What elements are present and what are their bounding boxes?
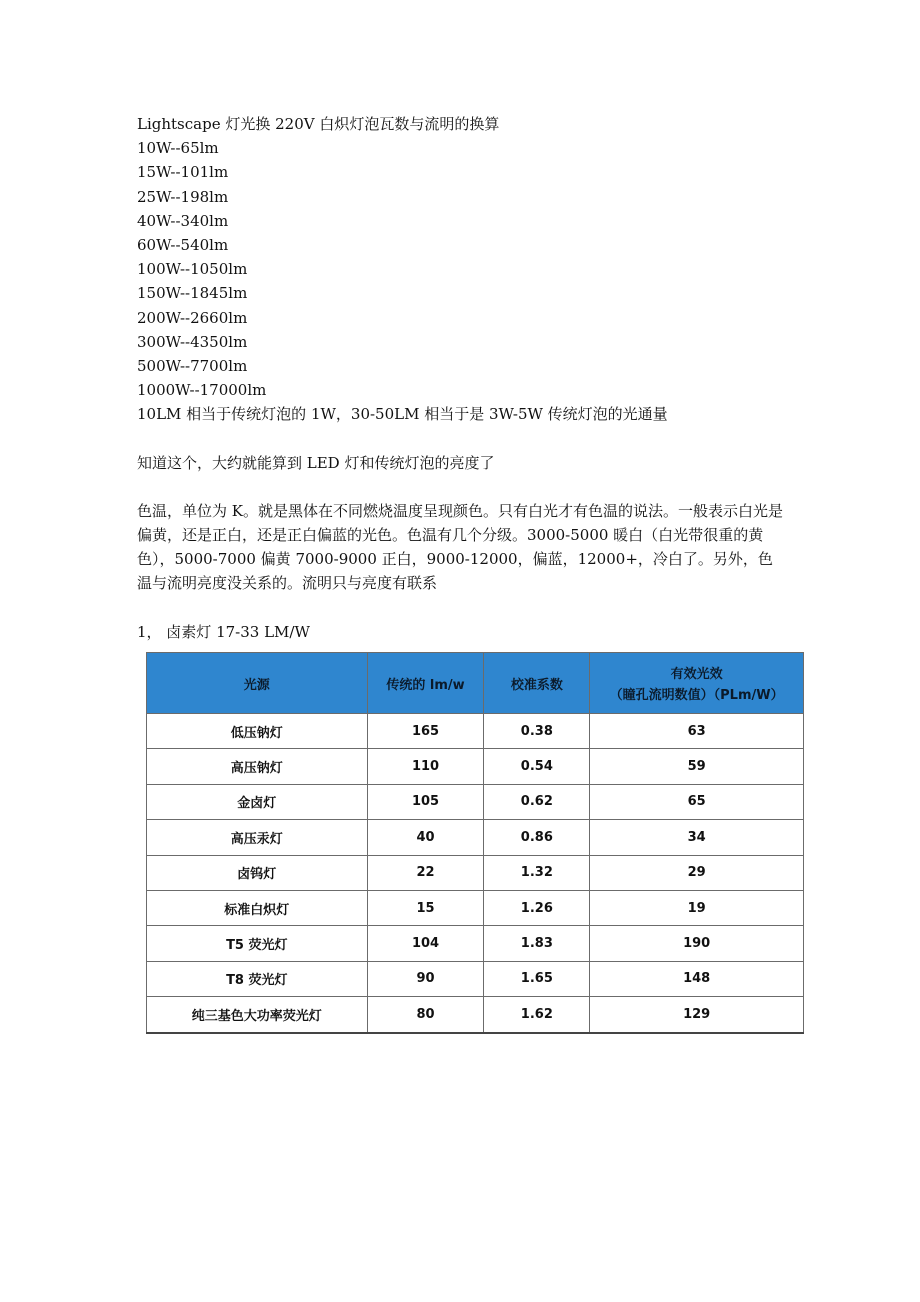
cell-traditional: 104 [367, 926, 484, 961]
lumen-watt-note: 10LM 相当于传统灯泡的 1W，30-50LM 相当于是 3W-5W 传统灯泡的光通量 [137, 405, 668, 424]
table-row [147, 714, 804, 749]
table-row [147, 890, 804, 925]
cell-effective: 63 [590, 714, 804, 749]
table-row [147, 749, 804, 784]
cell-effective: 59 [590, 749, 804, 784]
intro-title: Lightscape 灯光换 220V 白炽灯泡瓦数与流明的换算 [137, 115, 500, 133]
table-row [147, 961, 804, 996]
cell-factor: 0.54 [484, 749, 590, 784]
header-effective-line2: （瞳孔流明数值）（PLm/W） [609, 688, 784, 703]
section-1-title: 1， 卤素灯 17-33 LM/W [137, 622, 310, 641]
led-note: 知道这个，大约就能算到 LED 灯和传统灯泡的亮度了 [137, 453, 495, 472]
cell-source: 纯三基色大功率荧光灯 [147, 997, 368, 1033]
table-row [147, 926, 804, 961]
table-row [147, 820, 804, 855]
header-traditional: 传统的 lm/w [367, 653, 484, 714]
cell-traditional: 22 [367, 855, 484, 890]
cell-source: 标准白炽灯 [147, 890, 368, 925]
luminous-efficacy-table [146, 652, 804, 1034]
cell-factor: 0.62 [484, 784, 590, 819]
conversion-item: 500W--7700lm [137, 357, 248, 376]
cell-traditional: 80 [367, 997, 484, 1033]
cell-traditional: 90 [367, 961, 484, 996]
cell-traditional: 40 [367, 820, 484, 855]
conversion-item: 200W--2660lm [137, 308, 248, 327]
cell-effective: 19 [590, 890, 804, 925]
cell-traditional: 165 [367, 714, 484, 749]
cell-effective: 148 [590, 961, 804, 996]
table-row [147, 855, 804, 890]
conversion-item: 100W--1050lm [137, 260, 248, 279]
table-header-row [147, 653, 804, 714]
cell-source: T5 荧光灯 [147, 926, 368, 961]
cell-effective: 190 [590, 926, 804, 961]
conversion-item: 1000W--17000lm [137, 381, 267, 400]
cell-factor: 1.83 [484, 926, 590, 961]
table-row [147, 784, 804, 819]
cell-factor: 1.65 [484, 961, 590, 996]
cell-traditional: 105 [367, 784, 484, 819]
header-factor: 校准系数 [484, 653, 590, 714]
document-body [137, 112, 787, 644]
color-temperature-paragraph: 色温，单位为 K。就是黑体在不同燃烧温度呈现颜色。只有白光才有色温的说法。一般表示白光是偏黄，还是正白，还是正白偏蓝的光色。色温有几个分级。3000-5000 暖白（白光带很重的黄色），5000-7000 偏黄 7000-9000 正白，9000-12000，偏蓝，12000+，冷白了。另外，色温与流明亮度没关系的。流明只与亮度有联系 [137, 501, 783, 593]
conversion-item: 15W--101lm [137, 163, 229, 182]
cell-source: 卤钨灯 [147, 855, 368, 890]
cell-factor: 1.26 [484, 890, 590, 925]
conversion-item: 40W--340lm [137, 211, 229, 230]
cell-traditional: 15 [367, 890, 484, 925]
cell-effective: 65 [590, 784, 804, 819]
conversion-item: 10W--65lm [137, 139, 219, 158]
header-effective [590, 653, 804, 714]
cell-source: 高压钠灯 [147, 749, 368, 784]
cell-factor: 0.38 [484, 714, 590, 749]
conversion-list [137, 136, 787, 402]
cell-source: 金卤灯 [147, 784, 368, 819]
cell-effective: 129 [590, 997, 804, 1033]
cell-factor: 1.32 [484, 855, 590, 890]
cell-factor: 1.62 [484, 997, 590, 1033]
cell-source: T8 荧光灯 [147, 961, 368, 996]
header-source: 光源 [147, 653, 368, 714]
conversion-item: 300W--4350lm [137, 332, 248, 351]
cell-effective: 29 [590, 855, 804, 890]
conversion-item: 60W--540lm [137, 236, 229, 255]
table-row [147, 997, 804, 1033]
cell-source: 高压汞灯 [147, 820, 368, 855]
conversion-item: 25W--198lm [137, 187, 229, 206]
cell-effective: 34 [590, 820, 804, 855]
header-effective-line1: 有效光效 [670, 667, 723, 682]
conversion-item: 150W--1845lm [137, 284, 248, 303]
cell-factor: 0.86 [484, 820, 590, 855]
cell-traditional: 110 [367, 749, 484, 784]
cell-source: 低压钠灯 [147, 714, 368, 749]
